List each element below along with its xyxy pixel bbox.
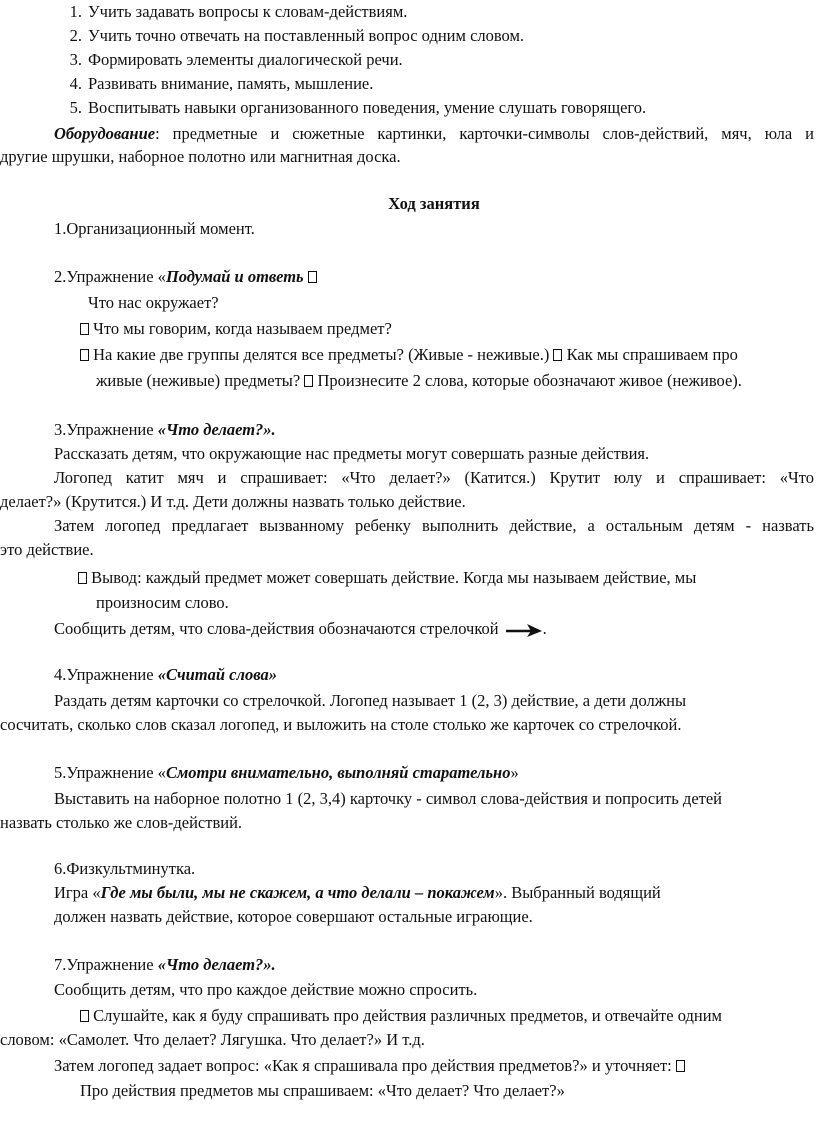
step-3-title: 3.Упражнение «Что делает?». [54, 420, 276, 439]
conclusion: Вывод: каждый предмет может совершать действие. Когда мы называем действие, мы [78, 567, 816, 589]
paragraph: словом: «Самолет. Что делает? Лягушка. Что делает?» И т.д. [0, 1030, 425, 1049]
paragraph: Рассказать детям, что окружающие нас предметы могут совершать разные действия. [54, 444, 650, 463]
step-4-title: 4.Упражнение «Считай слова» [54, 665, 277, 684]
step-7-title: 7.Упражнение «Что делает?». [54, 955, 276, 974]
step-organizational: 1.Организационный момент. [54, 219, 255, 238]
paragraph: Логопед катит мяч и спрашивает: «Что делает?» (Катится.) Крутит юлу и спрашивает: «Что [54, 468, 814, 487]
paragraph: это действие. [0, 540, 94, 559]
goal-item: 5. Воспитывать навыки организованного поведения, умение слушать говорящего. [69, 98, 647, 117]
paragraph: Раздать детям карточки со стрелочкой. Логопед называет 1 (2, 3) действие, а дети должны [54, 691, 687, 710]
question: живые (неживые) предметы? Произнесите 2 слова, которые обозначают живое (неживое). [96, 371, 742, 390]
paragraph: Затем логопед предлагает вызванному ребенку выполнить действие, а остальным детям - назвать [54, 516, 814, 535]
bullet-box-icon [78, 572, 87, 584]
paragraph: Сообщить детям, что про каждое действие можно спросить. [54, 980, 478, 999]
bullet-box-icon [80, 323, 89, 335]
bullet-box-icon [308, 271, 317, 283]
paragraph: делает?» (Крутится.) И т.д. Дети должны назвать только действие. [0, 492, 466, 511]
step-5-title: 5.Упражнение «Смотри внимательно, выполняй старательно» [54, 763, 519, 782]
paragraph: Затем логопед задает вопрос: «Как я спрашивала про действия предметов?» и уточняет: [54, 1055, 816, 1077]
bullet-box-icon [80, 1010, 89, 1022]
conclusion: произносим слово. [96, 593, 229, 612]
bullet-box-icon [676, 1060, 685, 1072]
paragraph: сосчитать, сколько слов сказал логопед, и выложить на столе столько же карточек со стрелочкой. [0, 715, 682, 734]
step-6-title: 6.Физкультминутка. [54, 859, 196, 878]
section-heading: Ход занятия [388, 194, 480, 213]
bullet-box-icon [553, 349, 562, 361]
step-2-title: 2.Упражнение «Подумай и ответь [54, 266, 816, 288]
goal-item: 4. Развивать внимание, память, мышление. [69, 74, 374, 93]
paragraph: Слушайте, как я буду спрашивать про действия различных предметов, и отвечайте одним [80, 1005, 814, 1027]
paragraph: должен назвать действие, которое совершают остальные играющие. [54, 907, 533, 926]
bullet-box-icon [80, 349, 89, 361]
paragraph: Сообщить детям, что слова-действия обозначаются стрелочкой . [54, 619, 547, 638]
question: Что нас окружает? [88, 293, 219, 312]
bullet-box-icon [304, 375, 313, 387]
goal-item: 2. Учить точно отвечать на поставленный вопрос одним словом. [69, 26, 525, 45]
paragraph: Выставить на наборное полотно 1 (2, 3,4) карточку - символ слова-действия и попросить детей [54, 789, 723, 808]
paragraph: Про действия предметов мы спрашиваем: «Что делает? Что делает?» [80, 1081, 565, 1100]
paragraph: назвать столько же слов-действий. [0, 813, 243, 832]
goal-item: 1. Учить задавать вопросы к словам-действиям. [69, 2, 408, 21]
paragraph: Игра «Где мы были, мы не скажем, а что делали – покажем». Выбранный водящий [54, 883, 661, 902]
question: На какие две группы делятся все предметы? (Живые - неживые.) Как мы спрашиваем про [80, 344, 816, 366]
equipment-line: Оборудование: предметные и сюжетные картинки, карточки-символы слов-действий, мяч, юла и [54, 124, 814, 143]
goal-item: 3. Формировать элементы диалогической речи. [69, 50, 403, 69]
equipment-line: другие шрушки, наборное полотно или магнитная доска. [0, 147, 401, 166]
question: Что мы говорим, когда называем предмет? [80, 318, 816, 340]
arrow-right-icon [505, 622, 543, 638]
